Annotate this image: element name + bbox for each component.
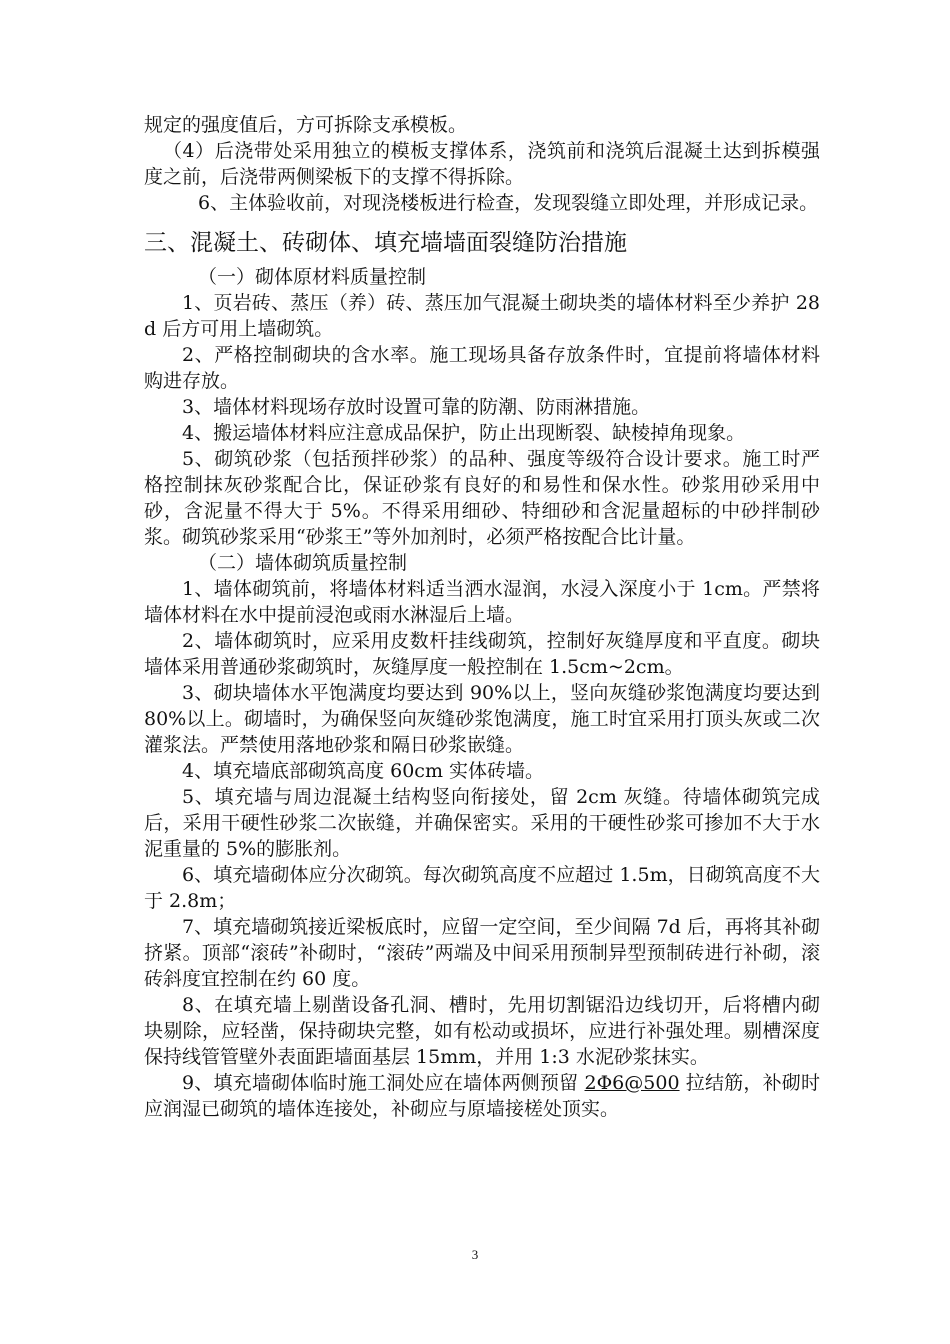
list-item: 5、填充墙与周边混凝土结构竖向衔接处，留 2cm 灰缝。待墙体砌筑完成后，采用干硬性砂浆二次嵌缝，并确保密实。采用的干硬性砂浆可掺加不大于水泥重量的 5%的膨胀剂。 (144, 786, 820, 860)
paragraph-continuation: 规定的强度值后，方可拆除支承模板。 (144, 114, 468, 136)
list-item: 3、砌块墙体水平饱满度均要达到 90%以上，竖向灰缝砂浆饱满度均要达到 80%以上。砌墙时，为确保竖向灰缝砂浆饱满度，施工时宜采用打顶头灰或二次灌浆法。严禁使用落地砂浆和隔日砂浆嵌缝。 (144, 682, 820, 756)
document-page (144, 112, 820, 1122)
list-item: 6、填充墙砌体应分次砌筑。每次砌筑高度不应超过 1.5m，日砌筑高度不大于 2.8m； (144, 864, 820, 912)
list-item: 4、搬运墙体材料应注意成品保护，防止出现断裂、缺棱掉角现象。 (182, 422, 746, 444)
list-item: 2、墙体砌筑时，应采用皮数杆挂线砌筑，控制好灰缝厚度和平直度。砌块墙体采用普通砂浆砌筑时，灰缝厚度一般控制在 1.5cm~2cm。 (144, 630, 820, 678)
list-item: 4、填充墙底部砌筑高度 60cm 实体砖墙。 (182, 760, 545, 782)
list-item-9 (144, 1070, 820, 1122)
list-item: 8、在填充墙上剔凿设备孔洞、槽时，先用切割锯沿边线切开，后将槽内砌块剔除，应轻凿，保持砌块完整，如有松动或损坏，应进行补强处理。剔槽深度保持线管管壁外表面距墙面基层 15mm，并用 1:3 水泥砂浆抹实。 (144, 994, 820, 1068)
list-item: 5、砌筑砂浆（包括预拌砂浆）的品种、强度等级符合设计要求。施工时严格控制抹灰砂浆配合比，保证砂浆有良好的和易性和保水性。砂浆用砂采用中砂，含泥量不得大于 5%。不得采用细砂、特细砂和含泥量超标的中砂拌制砂浆。砌筑砂浆采用“砂浆王”等外加剂时，必须严格按配合比计量。 (144, 448, 820, 548)
item9-before: 9、填充墙砌体临时施工洞处应在墙体两侧预留 (182, 1072, 585, 1094)
paragraph-post-pour-strip: （4）后浇带处采用独立的模板支撑体系，浇筑前和浇筑后混凝土达到拆模强度之前，后浇带两侧梁板下的支撑不得拆除。 (144, 140, 820, 188)
rebar-spec-underlined: 2Φ6@500 (584, 1072, 680, 1094)
list-item: 3、墙体材料现场存放时设置可靠的防潮、防雨淋措施。 (182, 396, 651, 418)
item9-after: 拉结筋，补砌时应润湿已砌筑的墙体连接处，补砌应与原墙接槎处顶实。 (144, 1072, 820, 1120)
list-item: 1、页岩砖、蒸压（养）砖、蒸压加气混凝土砌块类的墙体材料至少养护 28d 后方可用上墙砌筑。 (144, 292, 820, 340)
list-item: 7、填充墙砌筑接近梁板底时，应留一定空间，至少间隔 7d 后，再将其补砌挤紧。顶部“滚砖”补砌时，“滚砖”两端及中间采用预制异型预制砖进行补砌，滚砖斜度宜控制在约 60 度。 (144, 916, 820, 990)
section-heading: 三、混凝土、砖砌体、填充墙墙面裂缝防治措施 (144, 230, 627, 256)
list-item: 1、墙体砌筑前，将墙体材料适当洒水湿润，水浸入深度小于 1cm。严禁将墙体材料在水中提前浸泡或雨水淋湿后上墙。 (144, 578, 820, 626)
subsection-title-masonry: （二）墙体砌筑质量控制 (198, 552, 408, 574)
subsection-title-materials: （一）砌体原材料质量控制 (198, 266, 427, 288)
paragraph-acceptance-check: 6、主体验收前，对现浇楼板进行检查，发现裂缝立即处理，并形成记录。 (198, 192, 819, 214)
page-number: 3 (471, 1247, 479, 1262)
list-item: 2、严格控制砌块的含水率。施工现场具备存放条件时，宜提前将墙体材料购进存放。 (144, 344, 820, 392)
